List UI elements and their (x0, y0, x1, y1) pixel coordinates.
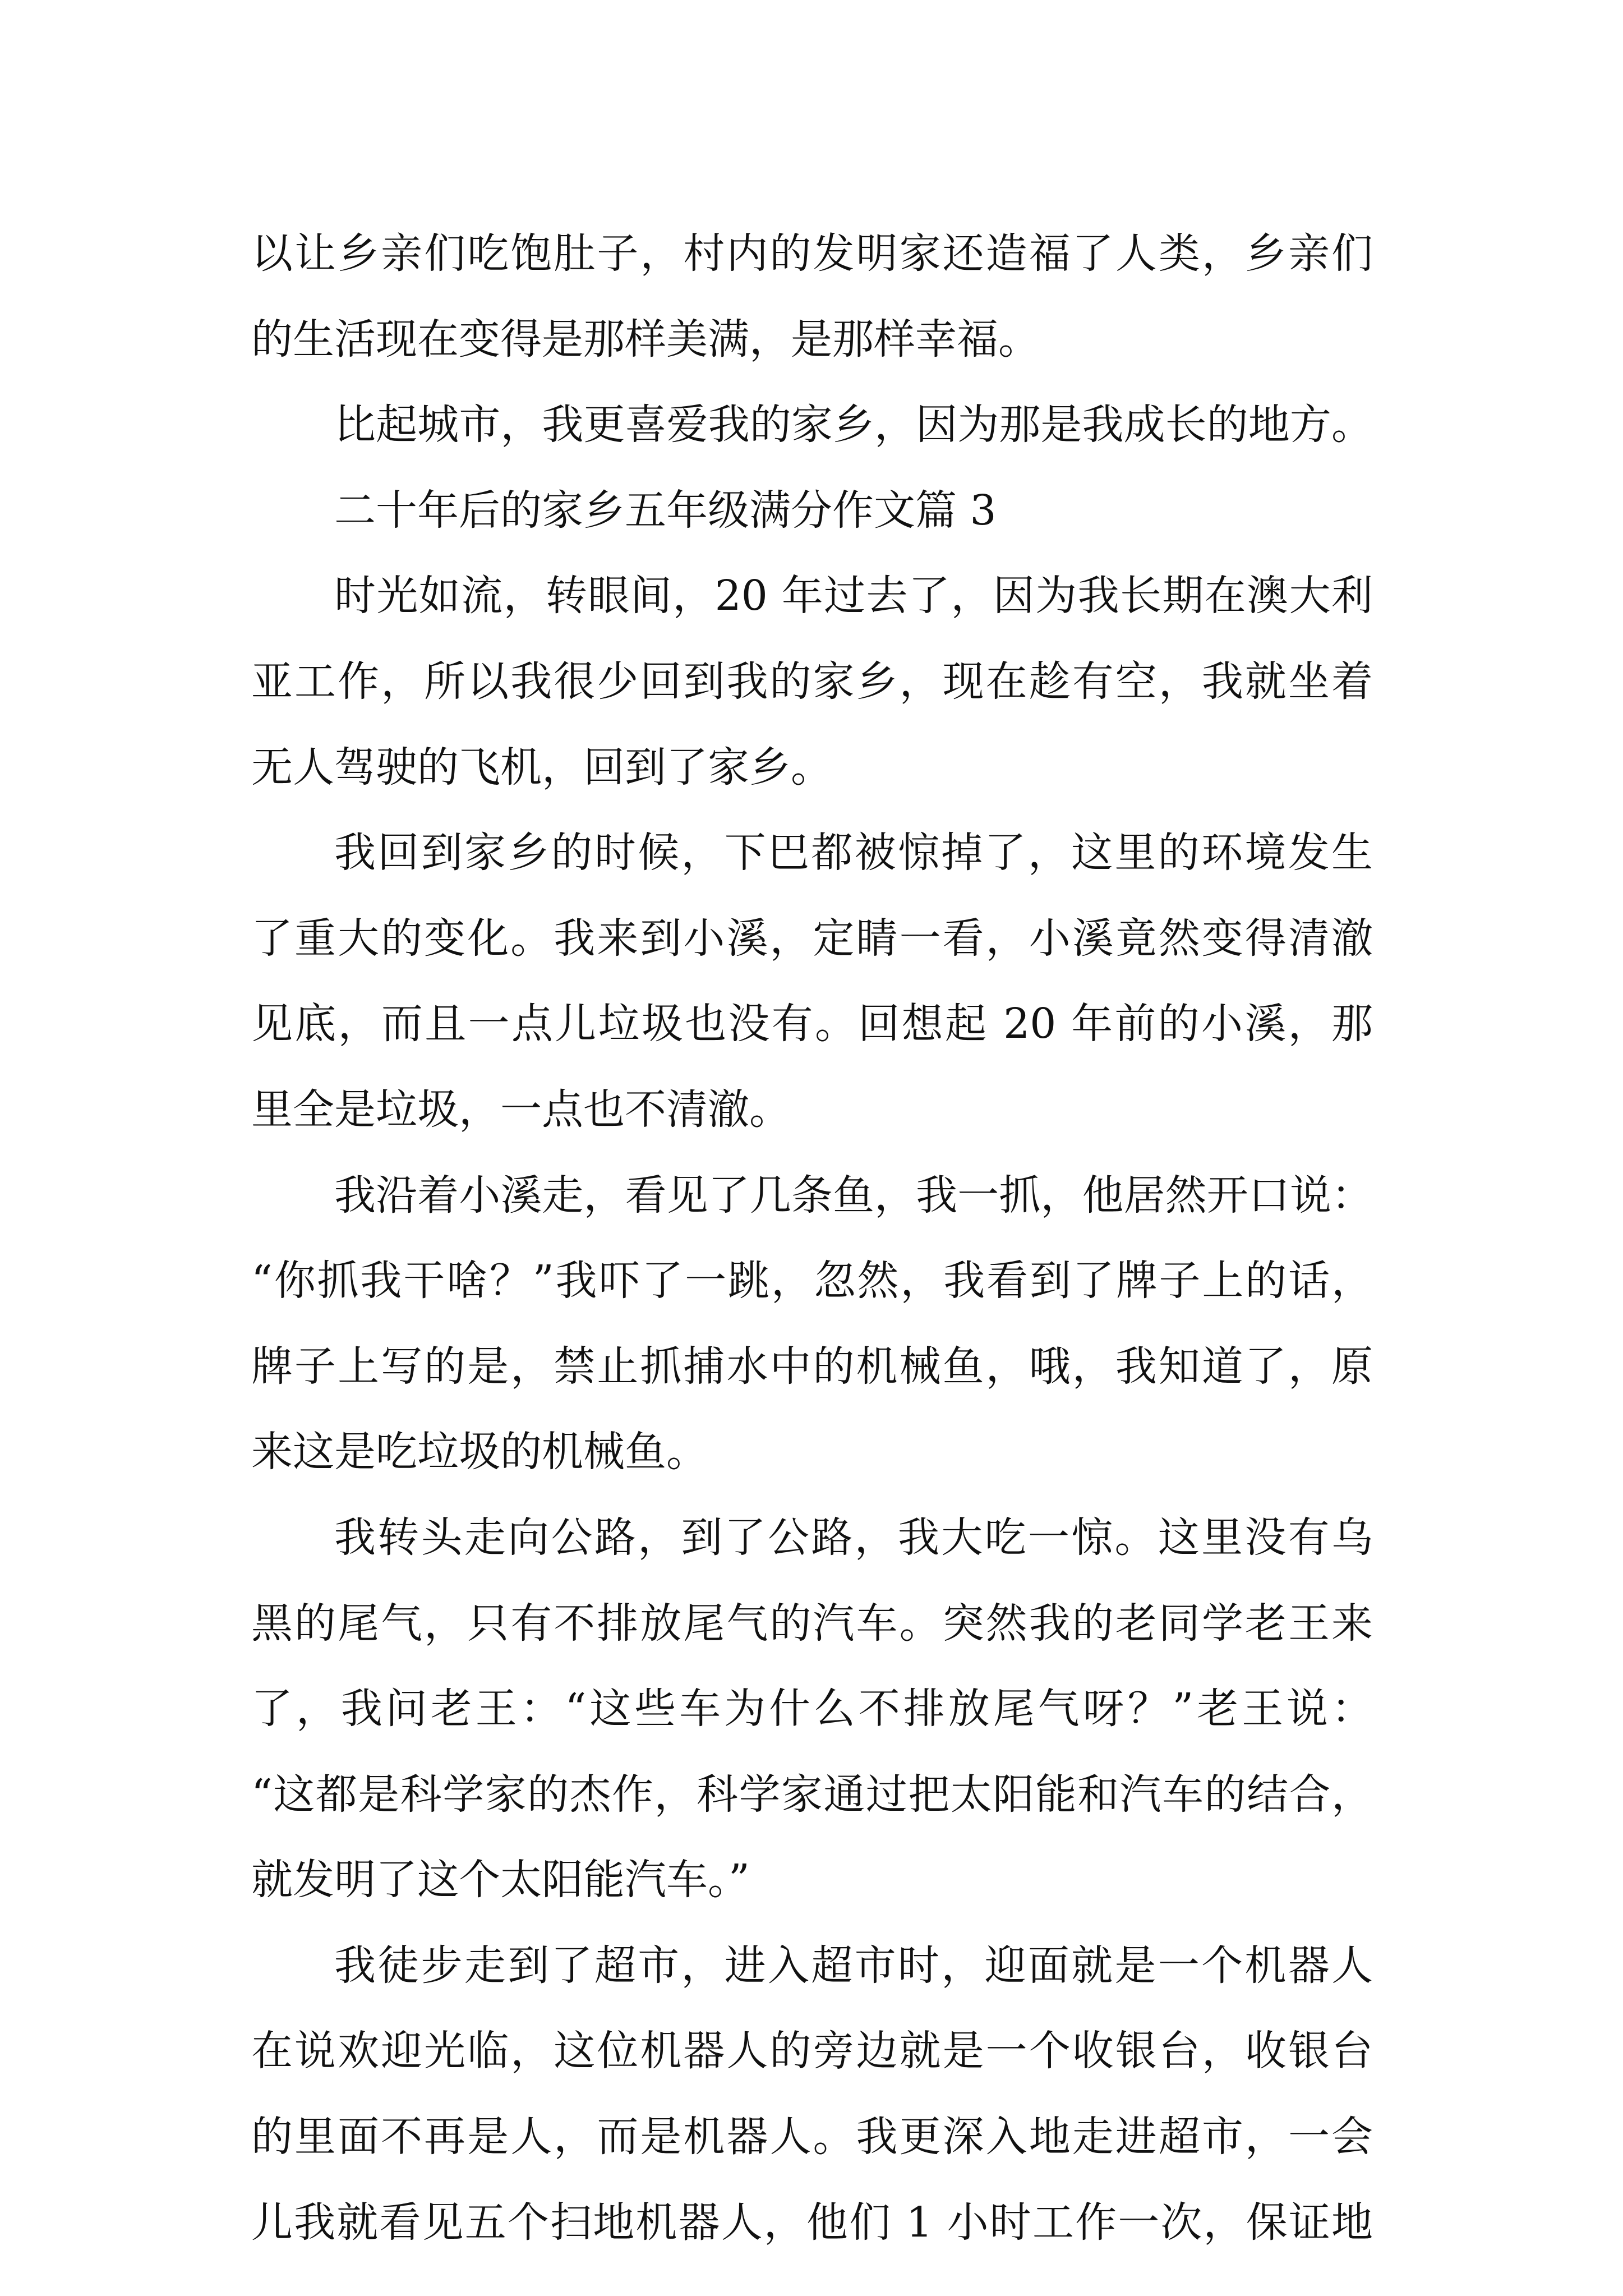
text-line: 亚工作，所以我很少回到我的家乡，现在趁有空，我就坐着 (251, 657, 1373, 706)
text-line: 无人驾驶的飞机，回到了家乡。 (251, 743, 832, 792)
text-line: 在说欢迎光临，这位机器人的旁边就是一个收银台，收银台 (251, 2027, 1373, 2076)
text-line: 我徒步走到了超市，进入超市时，迎面就是一个机器人 (334, 1941, 1373, 1990)
text-line: 比起城市，我更喜爱我的家乡，因为那是我成长的地方。 (334, 401, 1373, 449)
text-line: 我转头走向公路，到了公路，我大吃一惊。这里没有乌 (334, 1513, 1373, 1562)
text-line: 的里面不再是人，而是机器人。我更深入地走进超市，一会 (251, 2113, 1373, 2161)
text-line: “这都是科学家的杰作，科学家通过把太阳能和汽车的结合， (251, 1770, 1373, 1819)
text-line: 我沿着小溪走，看见了几条鱼，我一抓，他居然开口说： (334, 1171, 1373, 1220)
text-line: 黑的尾气，只有不排放尾气的汽车。突然我的老同学老王来 (251, 1599, 1373, 1648)
text-line: 的生活现在变得是那样美满，是那样幸福。 (251, 315, 1040, 364)
text-line: 来这是吃垃圾的机械鱼。 (251, 1428, 708, 1476)
text-line: 里全是垃圾，一点也不清澈。 (251, 1085, 791, 1134)
text-line: 以让乡亲们吃饱肚子，村内的发明家还造福了人类，乡亲们 (251, 229, 1373, 278)
text-line: 二十年后的家乡五年级满分作文篇 3 (334, 486, 997, 535)
text-line: 时光如流，转眼间，20 年过去了，因为我长期在澳大利 (334, 572, 1373, 620)
text-line: 儿我就看见五个扫地机器人，他们 1 小时工作一次，保证地 (251, 2198, 1373, 2247)
text-line: 就发明了这个太阳能汽车。” (251, 1856, 750, 1904)
body-text (251, 211, 1373, 2265)
text-line: 我回到家乡的时候，下巴都被惊掉了，这里的环境发生 (334, 829, 1373, 877)
text-line: 了重大的变化。我来到小溪，定睛一看，小溪竟然变得清澈 (251, 914, 1373, 963)
text-line: 见底，而且一点儿垃圾也没有。回想起 20 年前的小溪，那 (251, 1000, 1373, 1048)
text-line: 了，我问老王：“这些车为什么不排放尾气呀？”老王说： (251, 1685, 1373, 1733)
text-line: 牌子上写的是，禁止抓捕水中的机械鱼，哦，我知道了，原 (251, 1342, 1373, 1391)
text-line: “你抓我干啥？”我吓了一跳，忽然，我看到了牌子上的话， (251, 1257, 1373, 1305)
